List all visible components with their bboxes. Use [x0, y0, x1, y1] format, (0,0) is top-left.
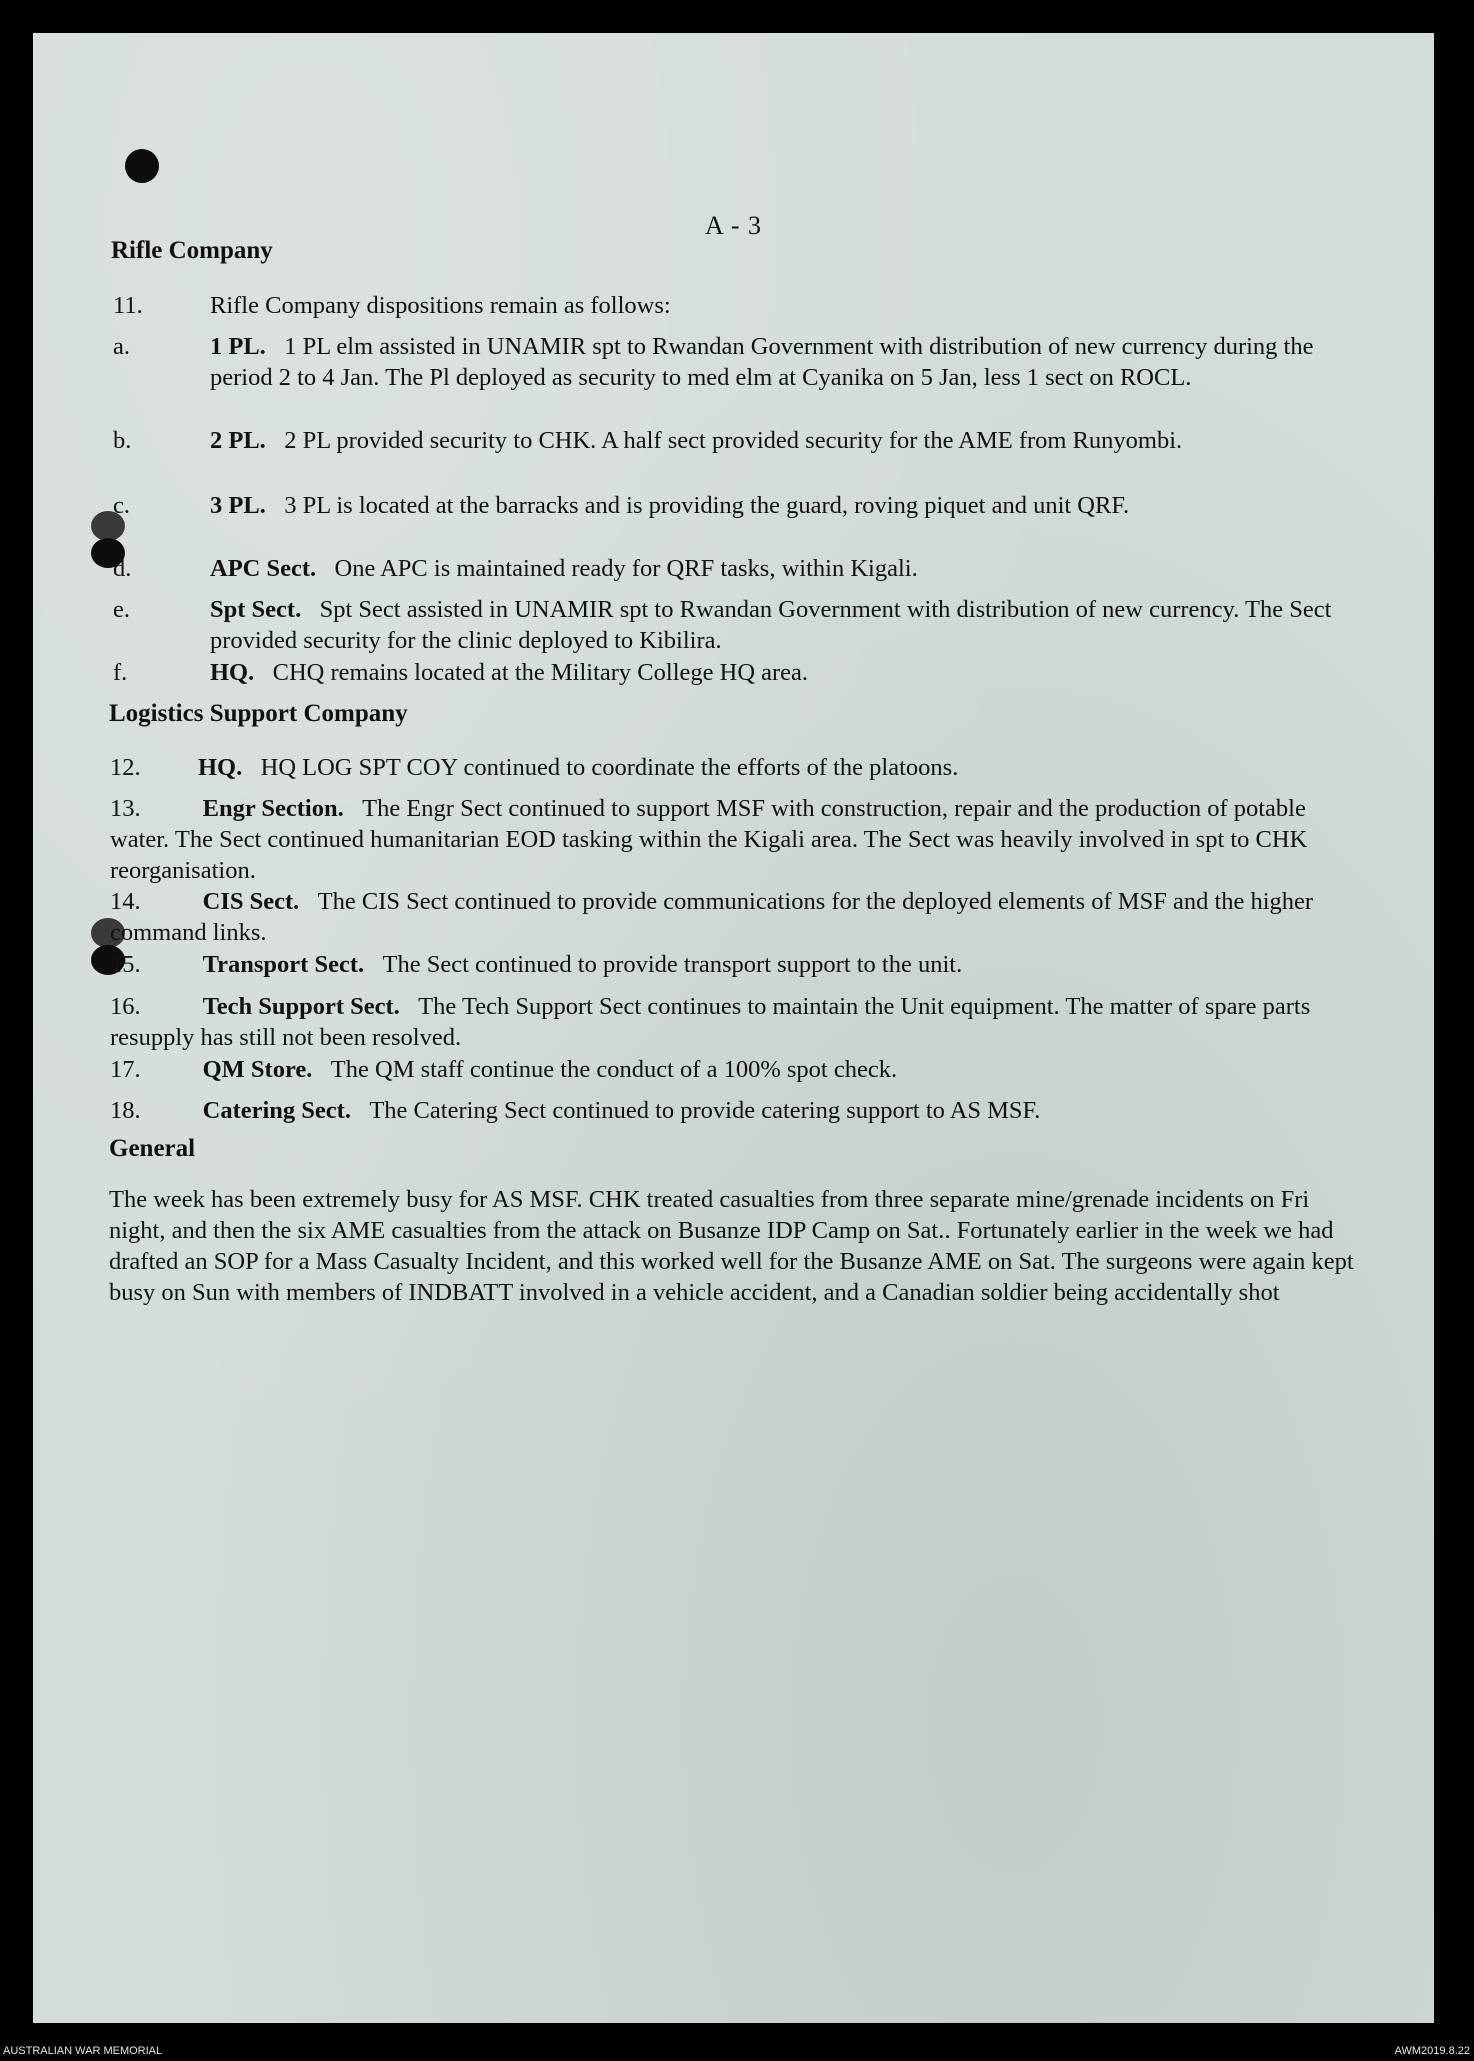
list-item: [113, 490, 1353, 560]
item-label: f.: [113, 659, 128, 686]
general-paragraph: The week has been extremely busy for AS MSF. CHK treated casualties from three separate mine/grenade incidents on Fri night, and then the six AME casualties from the attack on Busanze IDP Camp on Sat.. Fortunately earlier in the week we had drafted an SOP for a Mass Casualty Incident, and this worked well for the Busanze AME on Sat. The surgeons were again kept busy on Sun with members of INDBATT involved in a vehicle accident, and a Canadian soldier being accidentally shot: [109, 1186, 1354, 1306]
paragraph-text: The Tech Support Sect continues to maintain the Unit equipment. The matter of spare parts resupply has still not been resolved.: [110, 993, 1311, 1051]
item-text: Spt Sect assisted in UNAMIR spt to Rwandan Government with distribution of new currency. The Sect provided security for the clinic deployed to Kibilira.: [210, 596, 1332, 654]
paragraph-title: QM Store.: [202, 1056, 313, 1083]
item-label: d.: [113, 555, 132, 582]
list-item: [113, 657, 1353, 697]
footer-reference: AWM2019.8.22: [1394, 2045, 1470, 2057]
item-title: 3 PL.: [210, 492, 266, 519]
item-text: 1 PL elm assisted in UNAMIR spt to Rwandan Government with distribution of new currency during the period 2 to 4 Jan. The Pl deployed as security to med elm at Cyanika on 5 Jan, less 1 sect on ROCL.: [210, 333, 1314, 391]
paragraph-number: 11.: [113, 292, 143, 319]
paragraph-number: 18.: [110, 1097, 141, 1124]
item-label: b.: [113, 427, 132, 454]
paragraph-title: Catering Sect.: [202, 1097, 351, 1124]
paragraph-text: The Sect continued to provide transport support to the unit.: [382, 951, 963, 978]
paragraph-17: [110, 1054, 1355, 1094]
footer-source: AUSTRALIAN WAR MEMORIAL: [3, 2045, 163, 2057]
paragraph-15: [110, 949, 1355, 989]
paragraph-text: The Catering Sect continued to provide catering support to AS MSF.: [369, 1097, 1041, 1124]
document-page: [33, 33, 1434, 2023]
item-text: 2 PL provided security to CHK. A half sect provided security for the AME from Runyombi.: [284, 427, 1183, 454]
paragraph-16: [110, 991, 1355, 1061]
paragraph-text: HQ LOG SPT COY continued to coordinate the efforts of the platoons.: [260, 754, 959, 781]
paragraph-13: [110, 793, 1355, 893]
paragraph-18: [110, 1095, 1355, 1135]
paragraph-14: [110, 886, 1355, 956]
list-item: [113, 594, 1353, 664]
paragraph-number: 13.: [110, 795, 141, 822]
list-item: [113, 553, 1353, 593]
page-number: A - 3: [705, 211, 762, 240]
item-title: 1 PL.: [210, 333, 266, 360]
item-text: 3 PL is located at the barracks and is providing the guard, roving piquet and unit QRF.: [284, 492, 1130, 519]
paragraph-title: Tech Support Sect.: [202, 993, 400, 1020]
paragraph-text: The CIS Sect continued to provide communications for the deployed elements of MSF and the higher command links.: [110, 888, 1314, 946]
paragraph-number: 15.: [110, 951, 141, 978]
paragraph-number: 14.: [110, 888, 141, 915]
punch-hole: [125, 149, 159, 183]
paragraph-number: 12.: [110, 754, 141, 781]
section-heading-general: General: [109, 1135, 196, 1162]
paragraph-text: Rifle Company dispositions remain as follows:: [210, 292, 671, 319]
item-title: Spt Sect.: [210, 596, 302, 623]
item-text: One APC is maintained ready for QRF tasks, within Kigali.: [334, 555, 918, 582]
paragraph-title: HQ.: [198, 754, 243, 781]
item-title: APC Sect.: [210, 555, 317, 582]
paragraph-number: 16.: [110, 993, 141, 1020]
item-label: c.: [113, 492, 130, 519]
item-label: e.: [113, 596, 130, 623]
footer: [0, 2041, 1474, 2061]
paragraph-number: 17.: [110, 1056, 141, 1083]
paragraph-title: CIS Sect.: [202, 888, 300, 915]
item-title: 2 PL.: [210, 427, 266, 454]
section-heading-logistics: Logistics Support Company: [109, 700, 408, 727]
item-title: HQ.: [210, 659, 255, 686]
paragraph-text: The Engr Sect continued to support MSF with construction, repair and the production of potable water. The Sect continued humanitarian EOD tasking within the Kigali area. The Sect was heavily involved in spt to CHK reorganisation.: [110, 795, 1308, 884]
item-label: a.: [113, 333, 130, 360]
paragraph-title: Engr Section.: [202, 795, 344, 822]
section-heading-rifle-company: Rifle Company: [111, 237, 273, 264]
paragraph-title: Transport Sect.: [202, 951, 365, 978]
list-item: [113, 331, 1353, 431]
item-text: CHQ remains located at the Military College HQ area.: [272, 659, 809, 686]
paragraph-text: The QM staff continue the conduct of a 100% spot check.: [330, 1056, 898, 1083]
list-item: [113, 425, 1353, 495]
